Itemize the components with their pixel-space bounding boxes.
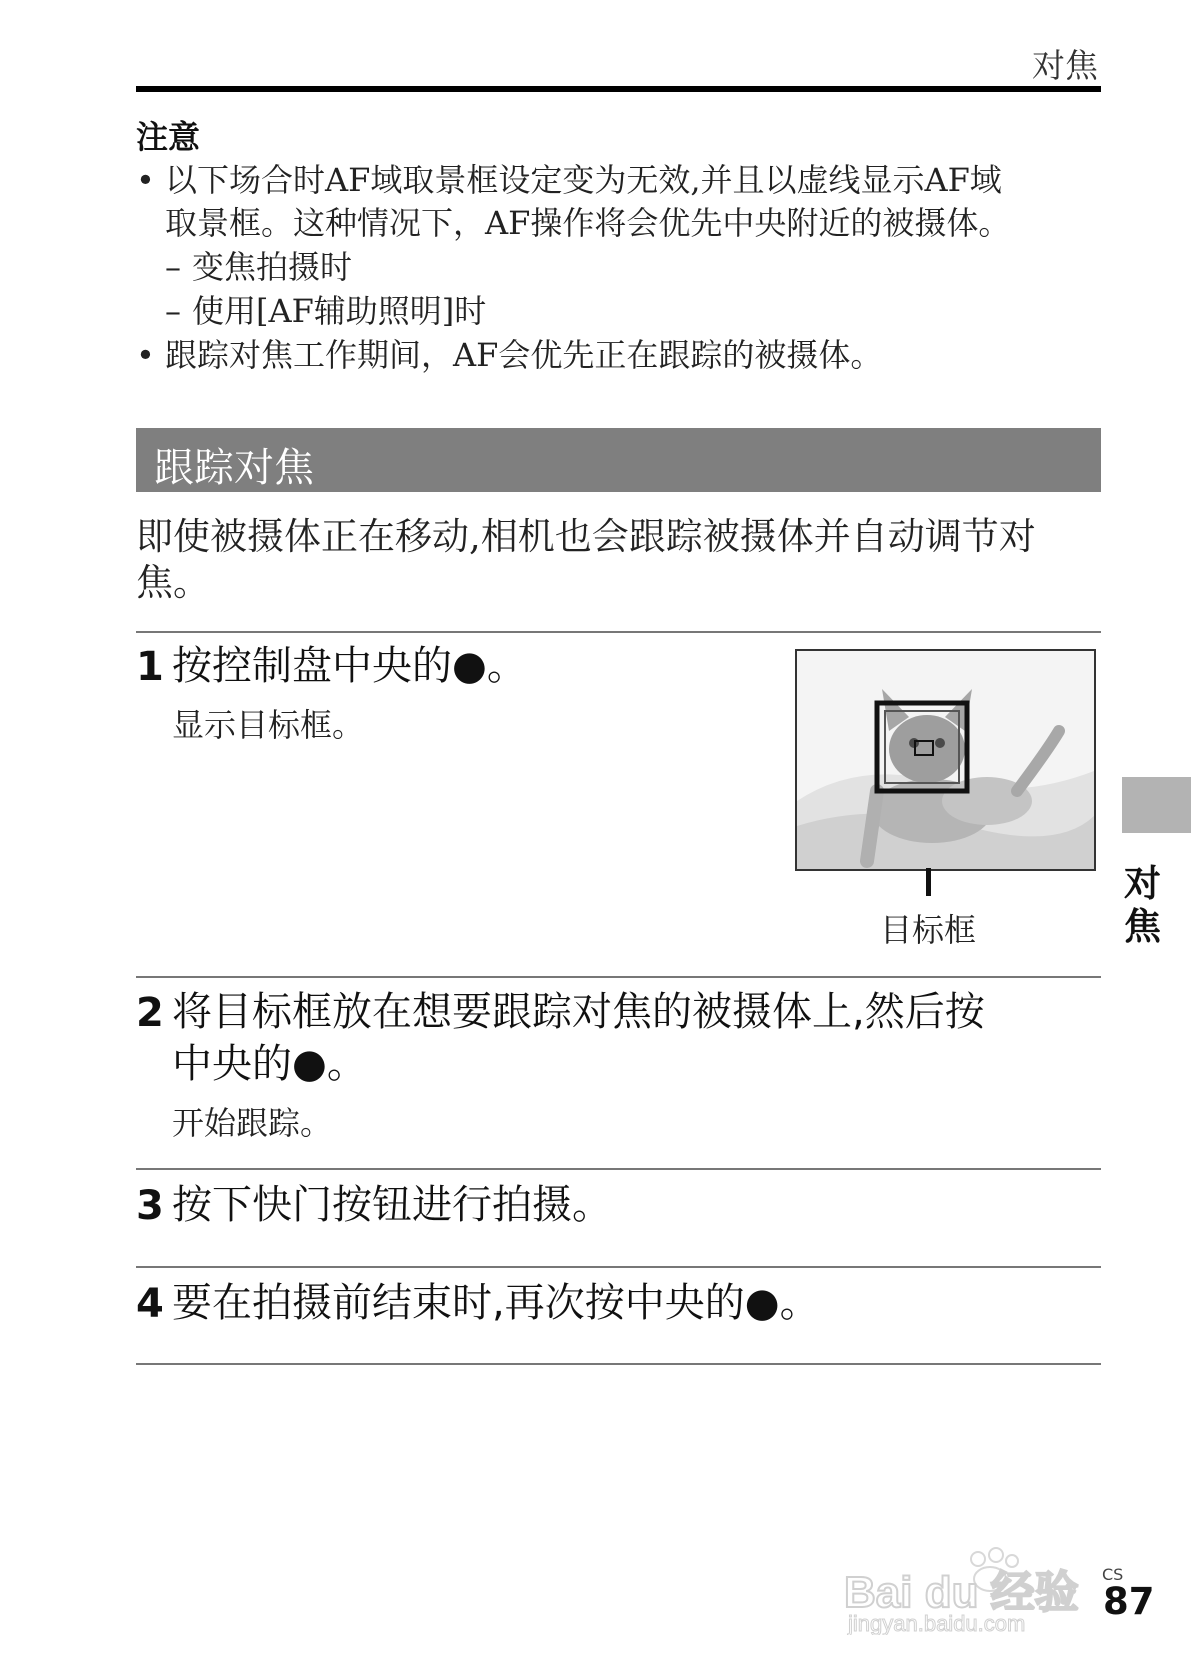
divider [136,1168,1101,1170]
bullet: • [136,161,155,199]
divider [136,976,1101,978]
dash: – [165,292,181,330]
note-text: 变焦拍摄时 [192,248,353,286]
dash: – [165,248,181,286]
baidu-jingyan-watermark-logo [840,1545,1120,1635]
header-section-title: 对焦 [1032,46,1098,85]
section-heading-band [136,428,1101,492]
step-2-number: 2 [136,990,164,1036]
page-number: 87 [1103,1580,1155,1623]
page-language-code: CS [1102,1565,1124,1584]
note-bullet-1-line-2: 取景框。这种情况下，AF操作将会优先中央附近的被摄体。 [165,204,1011,242]
section-title: 跟踪对焦 [154,445,314,491]
note-bullet-2 [136,330,882,376]
bullet: • [136,336,155,374]
side-tab-marker [1122,777,1191,833]
note-text: 使用[AF辅助照明]时 [192,292,487,330]
step-2-title-line-2: 中央的●。 [172,1041,367,1087]
note-sub-item-2 [136,286,486,332]
step-1-number: 1 [136,644,164,690]
step-3-title: 按下快门按钮进行拍摄。 [172,1182,612,1228]
svg-text:jingyan.baidu.com: jingyan.baidu.com [848,1611,1026,1635]
note-text: 以下场合时AF域取景框设定变为无效,并且以虚线显示AF域 [165,161,1002,199]
step-4-title: 要在拍摄前结束时,再次按中央的●。 [172,1280,820,1326]
divider [136,631,1101,633]
note-heading: 注意 [136,118,201,156]
svg-text:Bai du 经验: Bai du 经验 [844,1568,1079,1617]
divider [136,1363,1101,1365]
step-2-title-line-1: 将目标框放在想要跟踪对焦的被摄体上,然后按 [172,989,985,1035]
side-tab-char-2: 焦 [1124,905,1161,948]
header-rule [136,86,1101,92]
note-text: 跟踪对焦工作期间，AF会优先正在跟踪的被摄体。 [165,336,883,374]
cat-photo-illustration [797,651,1094,869]
step-4-number: 4 [136,1281,164,1327]
camera-screen-illustration [795,649,1096,871]
note-sub-item-1 [136,242,352,288]
step-2-sub: 开始跟踪。 [172,1104,333,1142]
step-3-number: 3 [136,1183,164,1229]
step-1-title: 按控制盘中央的●。 [172,643,527,689]
caption-leader-line [926,868,931,896]
figure-caption: 目标框 [880,911,977,949]
section-intro: 即使被摄体正在移动,相机也会跟踪被摄体并自动调节对焦。 [136,515,1036,604]
note-bullet-1-line-1 [136,155,1002,201]
divider [136,1266,1101,1268]
step-1-sub: 显示目标框。 [172,706,365,744]
side-tab-char-1: 对 [1124,862,1161,905]
